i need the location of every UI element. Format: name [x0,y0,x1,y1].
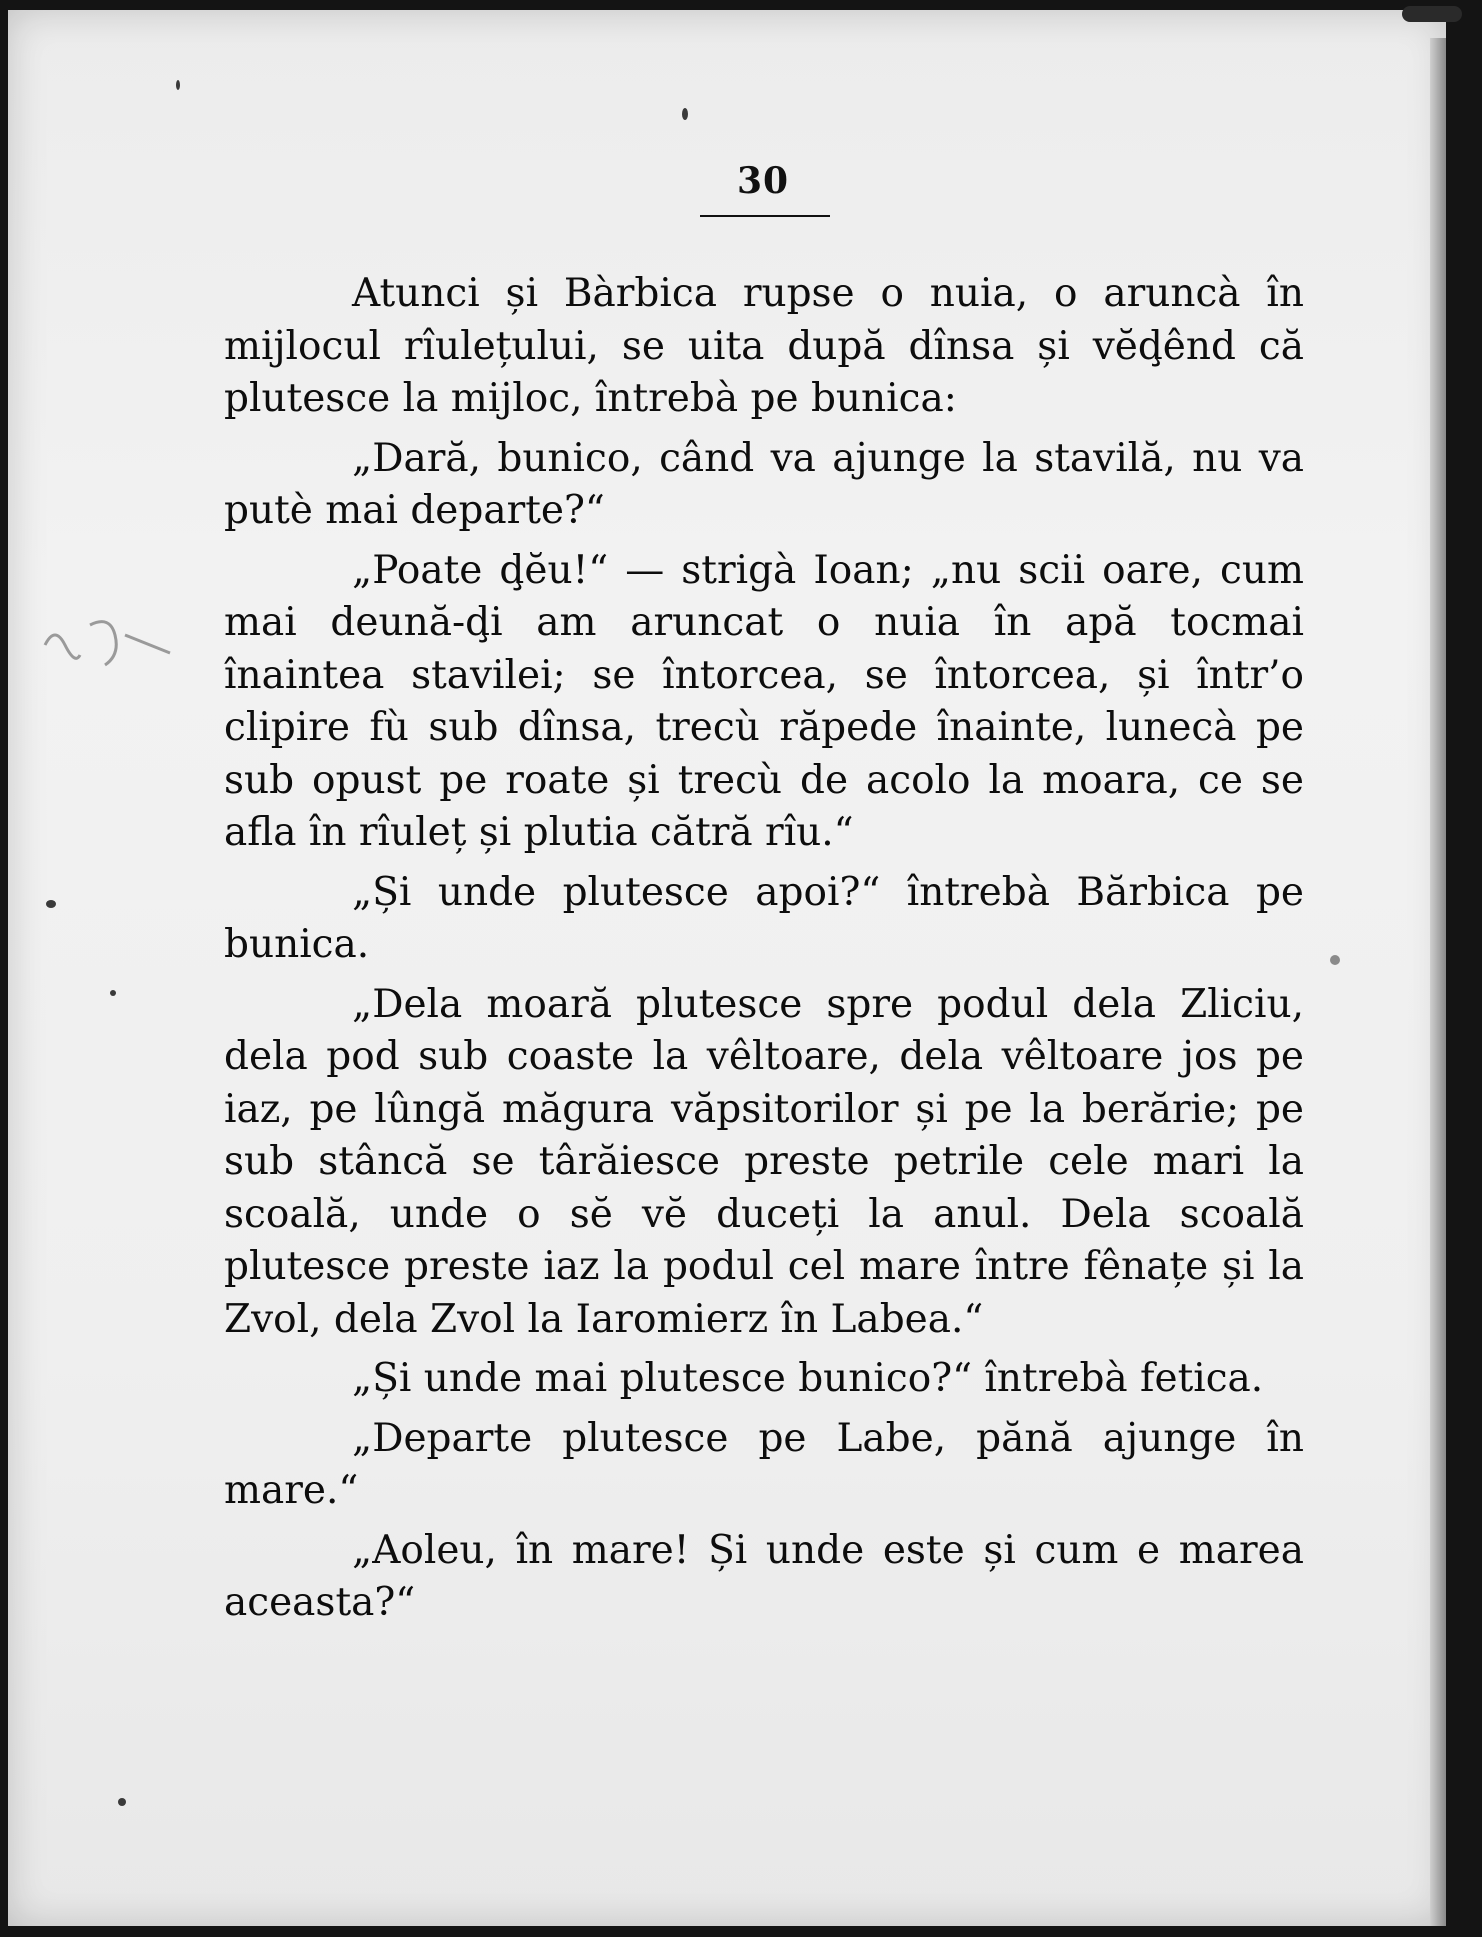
paragraph-2: „Dară, bunico, când va ajunge la stavilă, nu va putè mai departe?“ [224,435,1304,533]
paragraph-6: „Și unde mai plutesce bunico?“ întrebà fetica. [352,1356,1264,1401]
paragraph-1: Atunci și Bàrbica rupse o nuia, o aruncà în mijlocul rîulețului, se uita după dînsa și vĕḑênd că plutesce la mijloc, întrebà pe bunica: [224,271,1304,421]
page-number: 30 [736,160,790,202]
page-number-underline [700,215,830,217]
dust-speck [118,1798,126,1806]
dust-speck [1330,955,1340,965]
dust-speck [110,990,116,996]
margin-pencil-mark [30,605,200,695]
dust-speck [176,80,180,90]
scan-clip-mark [1402,6,1462,22]
dust-speck [682,108,688,120]
paragraph-3: „Poate ḑĕu!“ — strigà Ioan; „nu scii oare, cum mai deună-ḑi am aruncat o nuia în apă tocmai înaintea stavilei; se întorcea, se întorcea, și într’o clipire fù sub dînsa, trecù răpede înainte, lunecà pe sub opust pe roate și trecù de acolo la moara, ce se afla în rîuleț și plutia cătră rîu.“ [224,547,1304,855]
paragraph-5: „Dela moară plutesce spre podul dela Zliciu, dela pod sub coaste la vêltoare, dela vêltoare jos pe iaz, pe lûngă măgura văpsitorilor și pe la berărie; pe sub stâncă se târăiesce preste petrile cele mari la scoală, unde o sĕ vĕ duceți la anul. Dela scoală plutesce preste iaz la podul cel mare între fênațe și la Zvol, dela Zvol la Iaromierz în Labea.“ [224,981,1304,1342]
dust-speck [46,900,56,908]
paragraph-8: „Aoleu, în mare! Și unde este și cum e marea aceasta?“ [224,1527,1304,1625]
paragraph-4: „Și unde plutesce apoi?“ întrebà Bărbica pe bunica. [224,869,1304,967]
paragraph-7: „Departe plutesce pe Labe, pănă ajunge în mare.“ [224,1415,1304,1513]
body-text [224,268,1304,1637]
page-edge-shadow [1430,38,1446,1926]
